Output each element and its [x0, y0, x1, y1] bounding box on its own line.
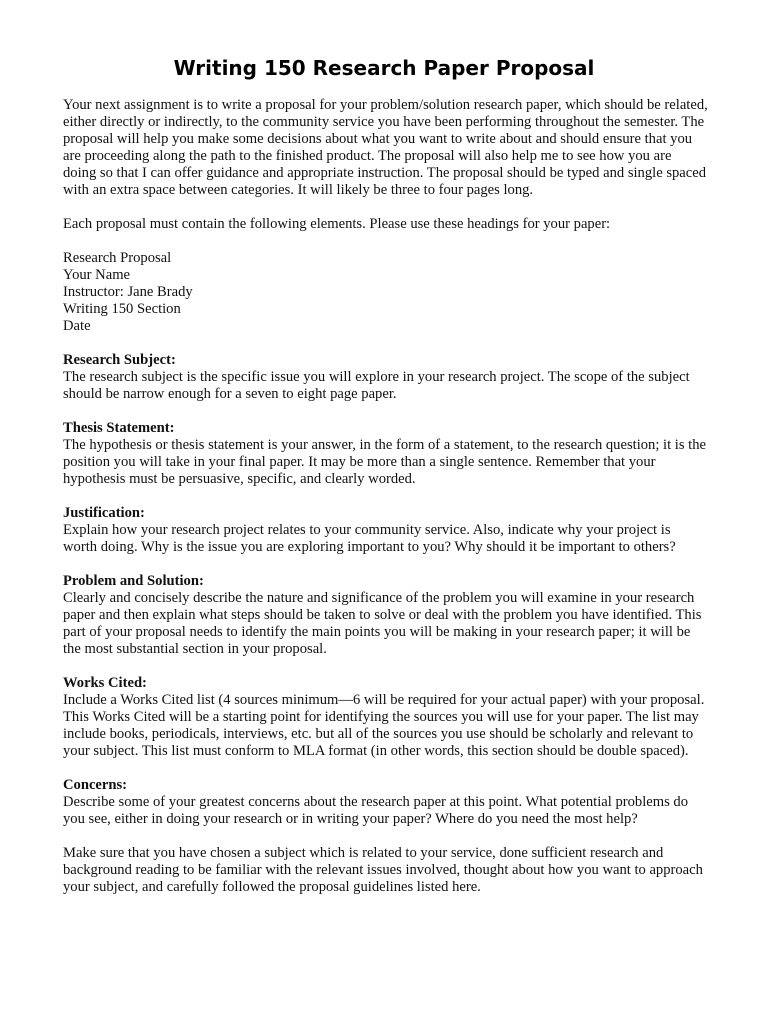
section-research-subject [63, 352, 708, 403]
heading-list [63, 250, 708, 335]
section-thesis-statement [63, 420, 708, 488]
section-text: Explain how your research project relates to your community service. Also, indicate why your project is worth doing. Why is the issue you are exploring important to you? Why should it be important to others? [63, 522, 676, 555]
section-problem-and-solution [63, 573, 708, 658]
section-text: Describe some of your greatest concerns about the research paper at this point. What potential problems do you see, either in doing your research or in writing your paper? Where do you need the most help? [63, 794, 689, 827]
section-justification [63, 505, 708, 556]
section-text: Include a Works Cited list (4 sources minimum—6 will be required for your actual paper) with your proposal. This Works Cited will be a starting point for identifying the sources you will use for your paper. The list may include books, periodicals, interviews, etc. but all of the sources you use should be scholarly and relevant to your subject. This list must conform to MLA format (in other words, this section should be double spaced). [63, 692, 705, 759]
section-text: The hypothesis or thesis statement is your answer, in the form of a statement, to the research question; it is the position you will take in your final paper. It may be more than a single sentence. Remember that your hypothesis must be persuasive, specific, and clearly worded. [63, 437, 707, 487]
section-concerns [63, 777, 708, 828]
intro-paragraph: Your next assignment is to write a proposal for your problem/solution research paper, which should be related, either directly or indirectly, to the community service you have been performing throughout the semester. The proposal will help you make some decisions about what you want to write about and should ensure that you are proceeding along the path to the finished product. The proposal will also help me to see how you are doing so that I can offer guidance and appropriate instruction. The proposal should be typed and single spaced with an extra space between categories. It will likely be three to four pages long. [63, 97, 708, 198]
section-heading: Concerns: [63, 777, 128, 793]
section-heading: Problem and Solution: [63, 573, 204, 589]
section-works-cited [63, 675, 708, 760]
heading-line: Research Proposal [63, 250, 172, 266]
heading-line: Your Name [63, 267, 131, 283]
closing-paragraph: Make sure that you have chosen a subject which is related to your service, done sufficient research and background reading to be familiar with the relevant issues involved, thought about how you want to approach your subject, and carefully followed the proposal guidelines listed here. [63, 845, 703, 895]
section-heading: Research Subject: [63, 352, 176, 368]
section-heading: Justification: [63, 505, 145, 521]
section-heading: Works Cited: [63, 675, 147, 691]
document-body [63, 97, 708, 913]
document-title: Writing 150 Research Paper Proposal [173, 56, 595, 80]
section-text: Clearly and concisely describe the nature and significance of the problem you will examine in your research paper and then explain what steps should be taken to solve or deal with the problem you have identified. This part of your proposal needs to identify the main points you will be making in your research paper; it will be the most substantial section in your proposal. [63, 590, 702, 657]
section-heading: Thesis Statement: [63, 420, 175, 436]
section-text: The research subject is the specific issue you will explore in your research project. The scope of the subject should be narrow enough for a seven to eight page paper. [63, 369, 690, 402]
elements-intro-paragraph: Each proposal must contain the following elements. Please use these headings for your paper: [63, 216, 611, 232]
heading-line: Date [63, 318, 91, 334]
heading-line: Writing 150 Section [63, 301, 181, 317]
heading-line: Instructor: Jane Brady [63, 284, 193, 300]
